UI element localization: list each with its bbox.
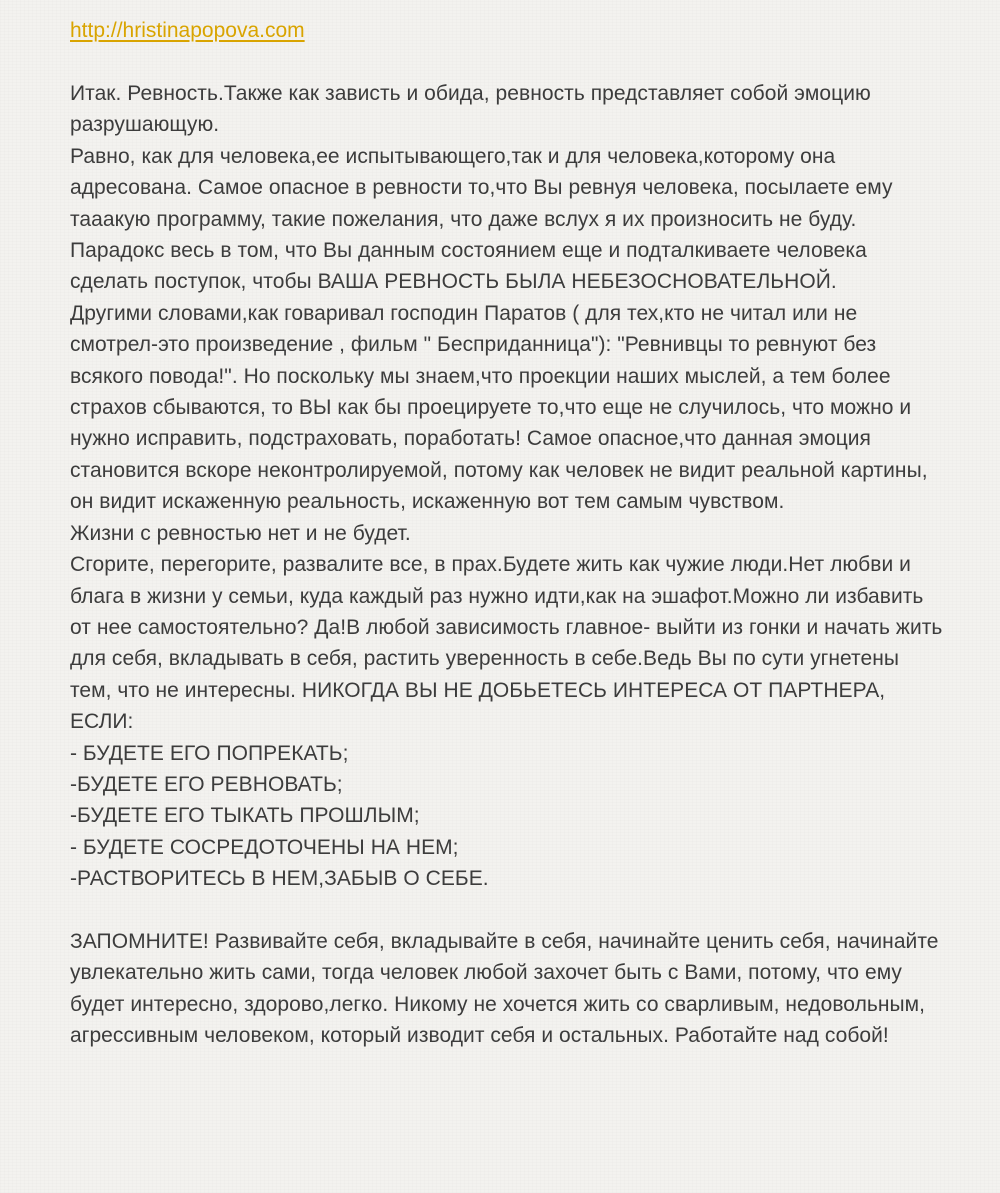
paragraph-burn-out: Сгорите, перегорите, развалите все, в прах.Будете жить как чужие люди.Нет любви и блага в жизни у семьи, куда каждый раз нужно идти,как на эшафот.Можно ли избавить от нее самостоятельно? Да!В любой зависимость главное- выйти из гонки и начать жить для себя, вкладывать в себя, растить уверенность в себе.Ведь Вы по сути угнетены тем, что не интересны. НИКОГДА ВЫ НЕ ДОБЬЕТЕСЬ ИНТЕРЕСА ОТ ПАРТНЕРА, ЕСЛИ: <box>70 553 943 734</box>
website-link[interactable]: http://hristinapopova.com <box>70 19 305 42</box>
note-body <box>70 78 944 1052</box>
list-item-jealous: -БУДЕТЕ ЕГО РЕВНОВАТЬ; <box>70 772 343 796</box>
paragraph-paradox: Парадокс весь в том, что Вы данным состоянием еще и подталкиваете человека сделать поступок, чтобы ВАША РЕВНОСТЬ БЫЛА НЕБЕЗОСНОВАТЕЛЬНОЙ. <box>70 239 867 294</box>
list-item-reproach: - БУДЕТЕ ЕГО ПОПРЕКАТЬ; <box>70 741 349 765</box>
blank-line <box>70 895 944 926</box>
paragraph-equally: Равно, как для человека,ее испытывающего,так и для человека,которому она адресована. Самое опасное в ревности то,что Вы ревнуя человека, посылаете ему тааакую программу, такие пожелания, что даже вслух я их произносить не буду. <box>70 144 893 231</box>
list-item-focused: - БУДЕТЕ СОСРЕДОТОЧЕНЫ НА НЕМ; <box>70 835 459 859</box>
paragraph-no-life: Жизни с ревностью нет и не будет. <box>70 521 411 545</box>
paragraph-paratov: Другими словами,как говаривал господин Паратов ( для тех,кто не читал или не смотрел-это произведение , фильм " Бесприданница"): "Ревнивцы то ревнуют без всякого повода!". Но поскольку мы знаем,что проекции наших мыслей, а тем более страхов сбываются, то ВЫ как бы проецируете то,что еще не случилось, что можно и нужно исправить, подстраховать, поработать! Самое опасное,что данная эмоция становится вскоре неконтролируемой, потому как человек не видит реальной картины, он видит искаженную реальность, искаженную вот тем самым чувством. <box>70 301 928 514</box>
list-item-past: -БУДЕТЕ ЕГО ТЫКАТЬ ПРОШЛЫМ; <box>70 804 420 828</box>
paragraph-remember: ЗАПОМНИТЕ! Развивайте себя, вкладывайте в себя, начинайте ценить себя, начинайте увлекательно жить сами, тогда человек любой захочет быть с Вами, потому, что ему будет интересно, здорово,легко. Никому не хочется жить со сварливым, недовольным, агрессивным человеком, который изводит себя и остальных. Работайте над собой! <box>70 929 939 1048</box>
paragraph-intro: Итак. Ревность.Также как зависть и обида, ревность представляет собой эмоцию разрушающую. <box>70 82 871 137</box>
list-item-dissolve: -РАСТВОРИТЕСЬ В НЕМ,ЗАБЫВ О СЕБЕ. <box>70 867 489 891</box>
